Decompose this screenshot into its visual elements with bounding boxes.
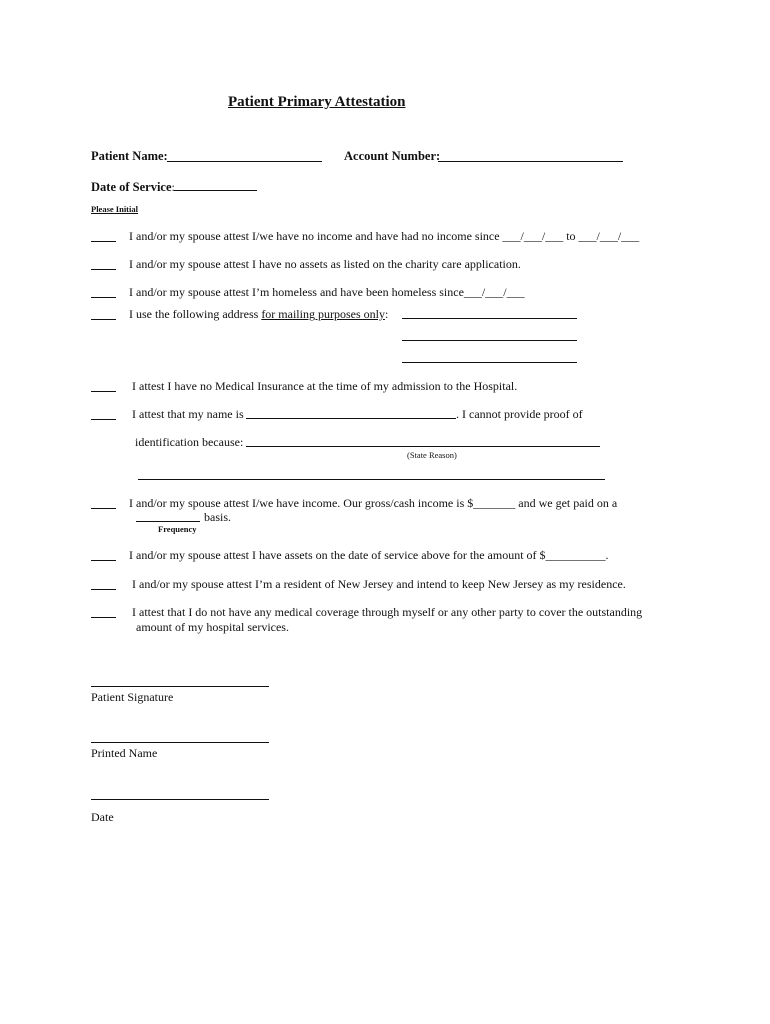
statement-income: I and/or my spouse attest I/we have income. Our gross/cash income is $_______ and we get paid on a <box>129 496 618 510</box>
address-text-post: : <box>384 307 389 321</box>
state-reason-caption: (State Reason) <box>407 450 457 460</box>
form-title: Patient Primary Attestation <box>228 94 406 110</box>
initial-field-no-assets[interactable] <box>91 269 116 270</box>
statement-no-income: I and/or my spouse attest I/we have no income and have had no income since ___/___/___ to ___/___/___ <box>129 229 640 243</box>
address-line-2[interactable] <box>402 340 577 341</box>
frequency-caption: Frequency <box>158 524 197 534</box>
printed-name-label: Printed Name <box>91 746 158 760</box>
statement-no-insurance: I attest I have no Medical Insurance at the time of my admission to the Hospital. <box>132 379 518 393</box>
identification-reason-field[interactable] <box>246 446 600 447</box>
statement-homeless: I and/or my spouse attest I’m homeless and have been homeless since___/___/___ <box>129 285 525 299</box>
initial-field-income[interactable] <box>91 508 116 509</box>
date-of-service-label: Date of Service <box>91 180 172 194</box>
account-number-field[interactable] <box>438 161 623 162</box>
statement-address <box>129 307 388 322</box>
address-line-3[interactable] <box>402 362 577 363</box>
printed-name-line[interactable] <box>91 742 269 743</box>
name-field[interactable] <box>246 418 456 419</box>
statement-name-post: . I cannot provide proof of <box>456 407 583 421</box>
patient-signature-line[interactable] <box>91 686 269 687</box>
statement-no-assets: I and/or my spouse attest I have no assets as listed on the charity care application. <box>129 257 521 271</box>
address-line-1[interactable] <box>402 318 577 319</box>
initial-field-name[interactable] <box>91 419 116 420</box>
please-initial-label: Please Initial <box>91 204 138 214</box>
initial-field-homeless[interactable] <box>91 297 116 298</box>
initial-field-resident[interactable] <box>91 589 116 590</box>
identification-label: identification because: <box>135 435 244 449</box>
initial-field-address[interactable] <box>91 319 116 320</box>
initial-field-no-income[interactable] <box>91 241 116 242</box>
statement-no-coverage-continued: amount of my hospital services. <box>136 620 289 634</box>
initial-field-no-coverage[interactable] <box>91 617 116 618</box>
date-of-service-field[interactable] <box>174 190 257 191</box>
address-text-pre: I use the following address <box>129 307 262 321</box>
date-label: Date <box>91 810 114 824</box>
statement-resident: I and/or my spouse attest I’m a resident of New Jersey and intend to keep New Jersey as my residence. <box>132 577 626 591</box>
date-of-service-row <box>91 178 175 196</box>
date-line[interactable] <box>91 799 269 800</box>
identification-reason-line-2[interactable] <box>138 479 605 480</box>
statement-no-coverage: I attest that I do not have any medical coverage through myself or any other party to cover the outstanding <box>132 605 643 619</box>
frequency-field[interactable] <box>136 521 200 522</box>
patient-name-field[interactable] <box>167 161 322 162</box>
account-number-label: Account Number: <box>344 149 441 163</box>
patient-name-label: Patient Name: <box>91 149 168 163</box>
statement-name-pre: I attest that my name is <box>132 407 244 421</box>
initial-field-no-insurance[interactable] <box>91 391 116 392</box>
statement-income-basis: basis. <box>204 510 231 524</box>
patient-signature-label: Patient Signature <box>91 690 174 704</box>
initial-field-assets[interactable] <box>91 560 116 561</box>
statement-assets: I and/or my spouse attest I have assets on the date of service above for the amount of $__________. <box>129 548 609 562</box>
date-of-service-colon: : <box>171 180 175 194</box>
address-text-underlined: for mailing purposes only <box>261 307 385 321</box>
